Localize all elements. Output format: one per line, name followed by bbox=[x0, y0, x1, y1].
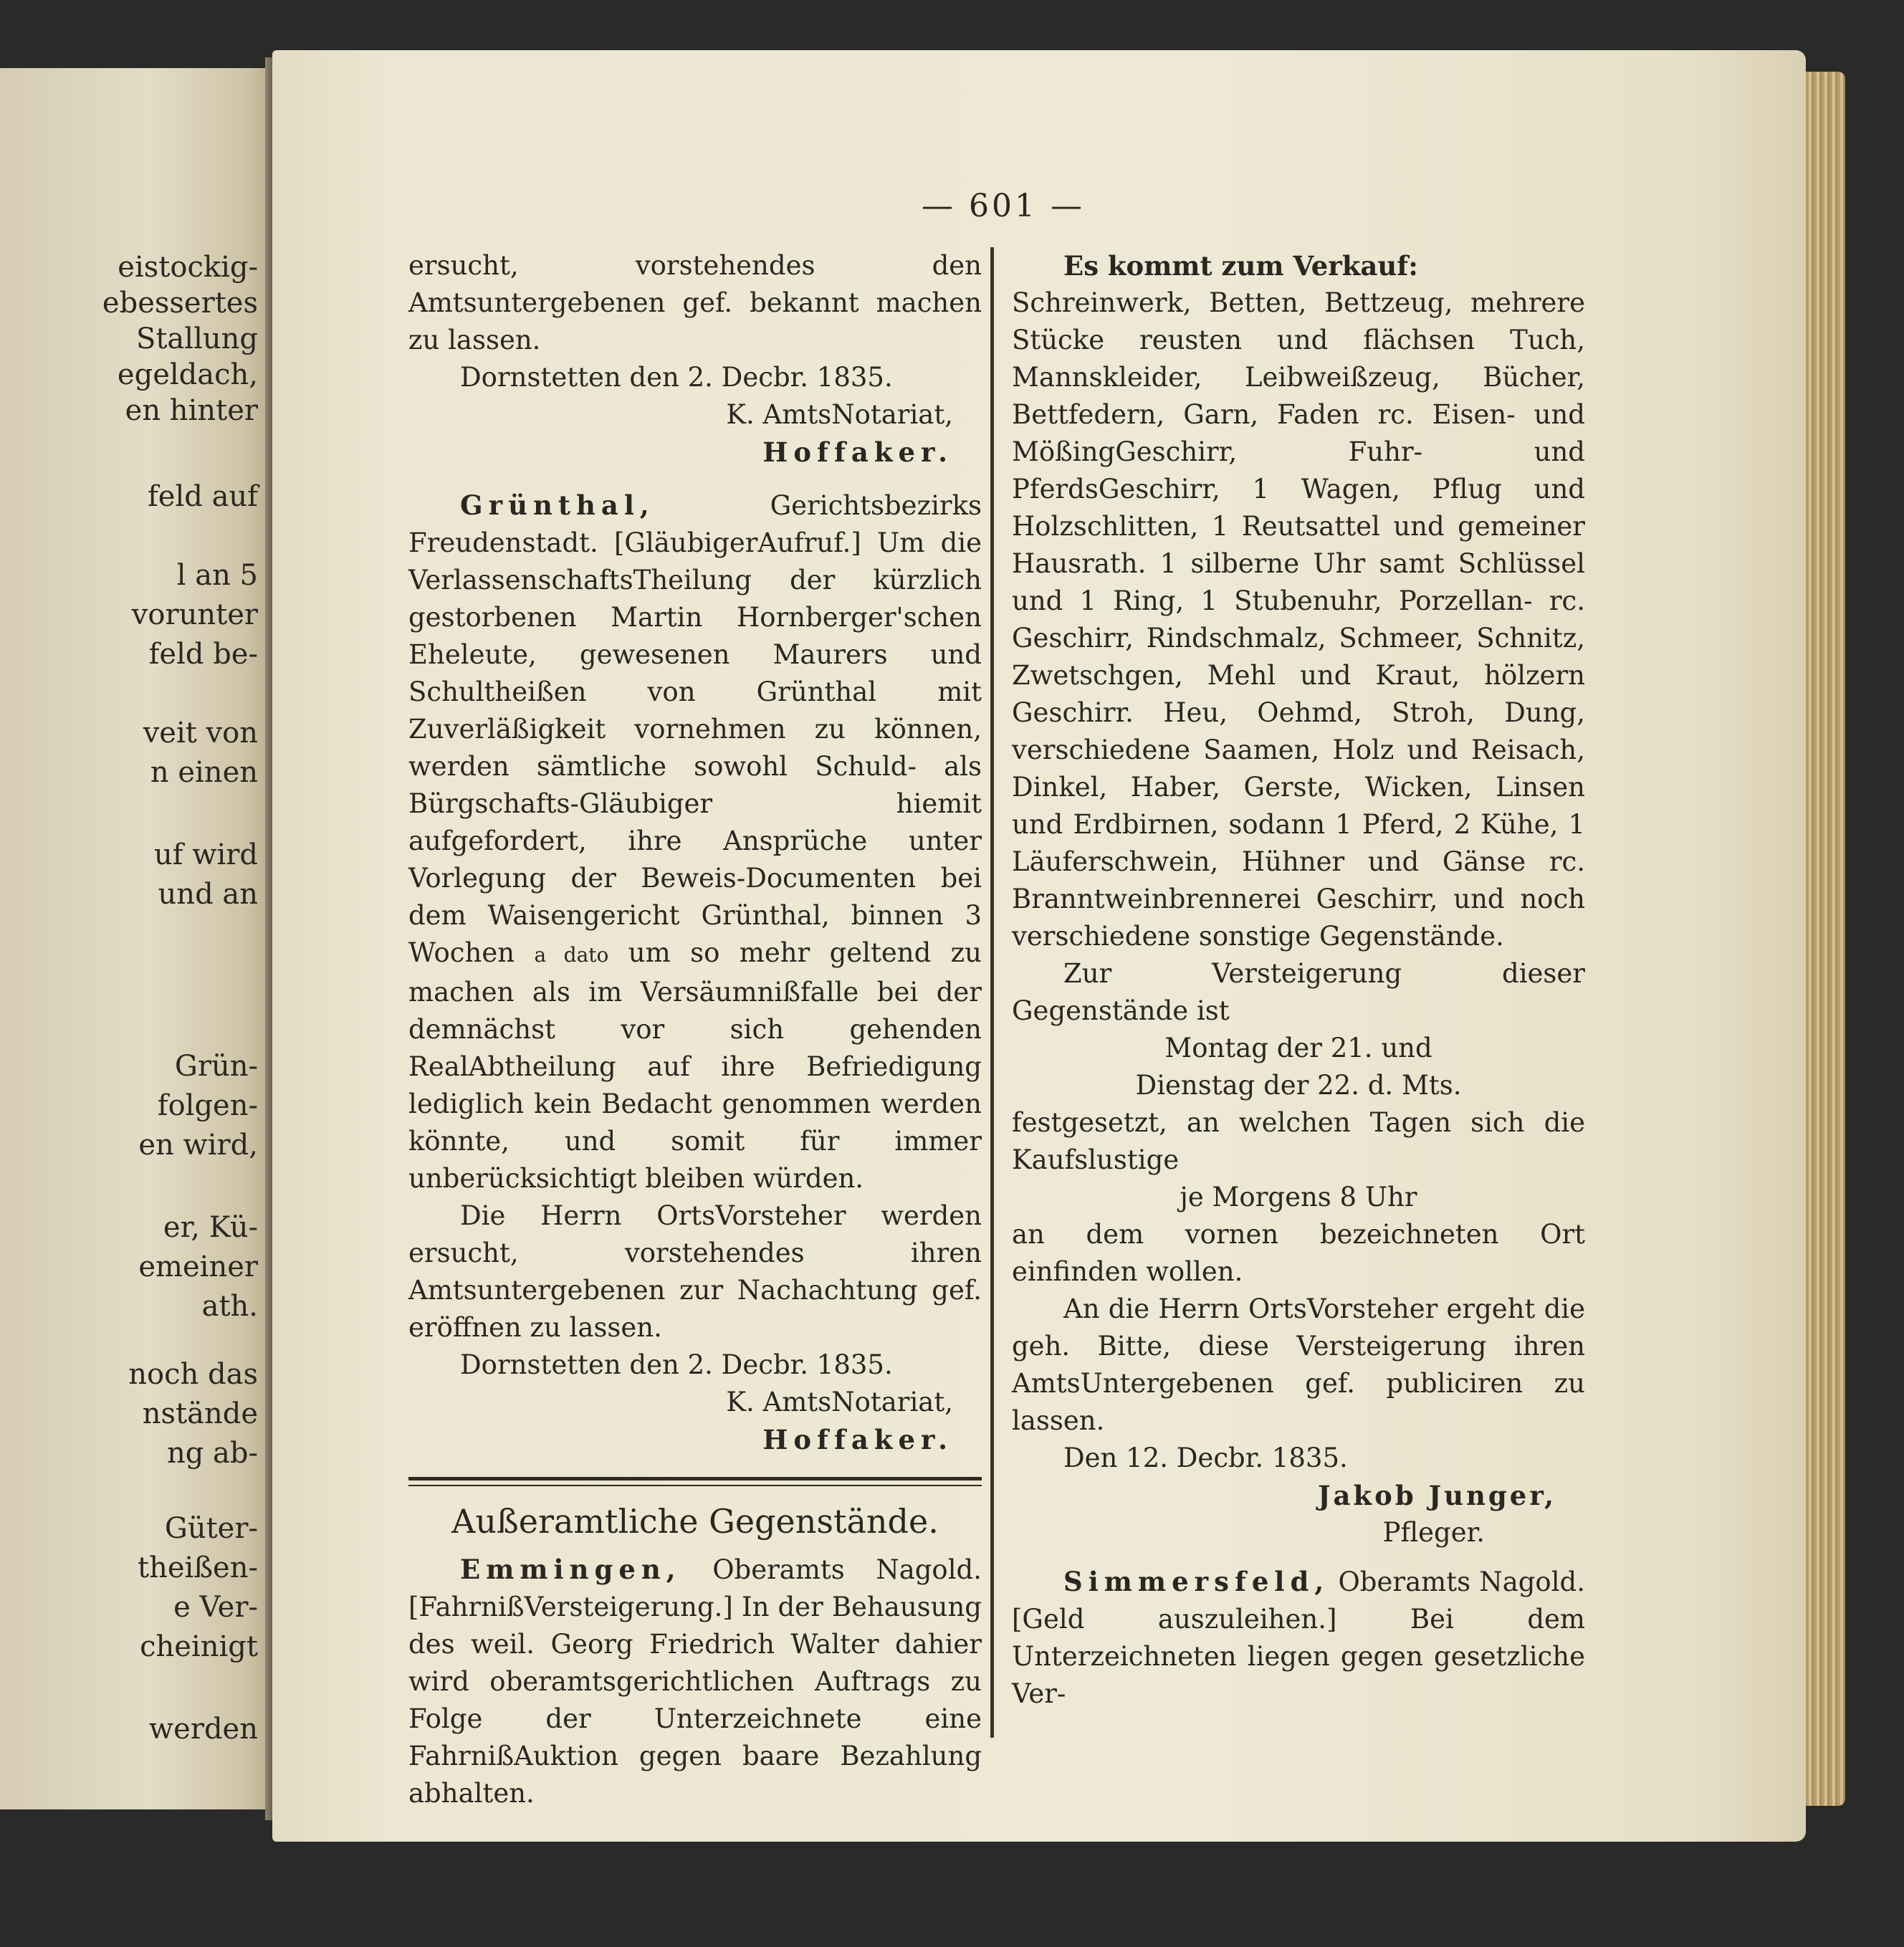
fragment-line: ebessertes bbox=[102, 287, 258, 320]
notice-body: Oberamts Nagold. [FahrnißVersteigerung.] In der Behausung des weil. Georg Friedrich Walter dahier wird oberamtsgerichtlichen Auftrags zu Folge der Unterzeichnete eine FahrnißAuktion gegen baare Bezahlung abhalten. bbox=[408, 1554, 982, 1809]
notice-office: K. AmtsNotariat, bbox=[726, 1387, 953, 1417]
notice-date: Dornstetten den 2. Decbr. 1835. bbox=[460, 1349, 893, 1380]
fragment-line: uf wird bbox=[153, 838, 258, 871]
auction-day-2: Dienstag der 22. d. Mts. bbox=[1135, 1070, 1462, 1101]
fragment-line: nstände bbox=[142, 1397, 258, 1430]
fragment-line: veit von bbox=[143, 717, 258, 750]
fragment-line: noch das bbox=[128, 1358, 258, 1391]
notice-emmingen bbox=[408, 1551, 982, 1812]
auction-intro: Zur Versteigerung dieser Gegenstände ist bbox=[1012, 958, 1585, 1026]
page-number: — 601 — bbox=[922, 188, 1085, 224]
fragment-line: l an 5 bbox=[176, 559, 258, 592]
fragment-line: en hinter bbox=[125, 394, 258, 427]
page-edges bbox=[1806, 72, 1845, 1806]
fragment-line: en wird, bbox=[138, 1129, 258, 1162]
left-column bbox=[408, 247, 982, 1812]
sale-items: Schreinwerk, Betten, Bettzeug, mehrere Stücke reusten und flächsen Tuch, Mannskleider, Leibweißzeug, Bücher, Bettfedern, Garn, Faden rc. Eisen- und MößingGeschirr, Fuhr- und PferdsGeschirr, 1 Wagen, Pflug und Holzschlitten, 1 Reutsattel und gemeiner Hausrath. 1 silberne Uhr samt Schlüssel und 1 Ring, 1 Stubenuhr, Porzellan- rc. Geschirr, Rindschmalz, Schmeer, Schnitz, Zwetschgen, Mehl und Kraut, hölzern Geschirr. Heu, Oehmd, Stroh, Dung, verschiedene Saamen, Holz und Reisach, Dinkel, Haber, Gerste, Wicken, Linsen und Erdbirnen, sodann 1 Pferd, 2 Kühe, 1 Läuferschwein, Hühner und Gänse rc. Branntweinbrennerei Geschirr, und noch verschiedene sonstige Gegenstände. bbox=[1012, 287, 1585, 952]
fragment-line: werden bbox=[148, 1713, 258, 1746]
notice-office: K. AmtsNotariat, bbox=[726, 399, 953, 430]
notice-place: Emmingen, bbox=[460, 1554, 681, 1585]
notice-signer: Hoffaker. bbox=[762, 1424, 953, 1455]
auction-place: an dem vornen bezeichneten Ort einfinden wollen. bbox=[1012, 1219, 1585, 1287]
fragment-line: egeldach, bbox=[117, 358, 258, 391]
fragment-line: cheinigt bbox=[140, 1630, 258, 1663]
section-divider bbox=[408, 1477, 982, 1486]
auction-request: An die Herrn OrtsVorsteher ergeht die geh. Bitte, diese Versteigerung ihren AmtsUntergebenen gef. publiciren zu lassen. bbox=[1012, 1293, 1585, 1436]
a-dato: a dato bbox=[534, 943, 609, 967]
notice-request: Die Herrn OrtsVorsteher werden ersucht, vorstehendes ihren Amtsuntergebenen zur Nachachtung gef. eröffnen zu lassen. bbox=[408, 1200, 982, 1343]
fragment-line: und an bbox=[158, 878, 258, 911]
auction-time: je Morgens 8 Uhr bbox=[1180, 1182, 1417, 1212]
auction-set: festgesetzt, an welchen Tagen sich die Kaufslustige bbox=[1012, 1107, 1585, 1175]
fragment-line: Güter- bbox=[164, 1512, 258, 1545]
fragment-line: eistockig- bbox=[118, 251, 258, 284]
column-rule bbox=[990, 247, 994, 1738]
auction-signer-role: Pfleger. bbox=[1382, 1517, 1485, 1548]
auction-date: Den 12. Decbr. 1835. bbox=[1063, 1443, 1348, 1473]
fragment-line: ng ab- bbox=[166, 1437, 258, 1470]
fragment-line: Stallung bbox=[135, 322, 258, 355]
fragment-line: vorunter bbox=[131, 598, 258, 631]
notice-date: Dornstetten den 2. Decbr. 1835. bbox=[460, 362, 893, 393]
fragment-line: folgen- bbox=[157, 1089, 258, 1122]
fragment-line: emeiner bbox=[138, 1250, 258, 1283]
notice-signer: Hoffaker. bbox=[762, 436, 953, 468]
fragment-line: Grün- bbox=[174, 1050, 258, 1083]
fragment-line: e Ver- bbox=[173, 1591, 258, 1624]
notice-body: Oberamts Nagold. [Geld auszuleihen.] Bei dem Unterzeichneten liegen gegen gesetzliche Ver- bbox=[1012, 1566, 1585, 1709]
fragment-line: ath. bbox=[201, 1290, 258, 1323]
sale-heading: Es kommt zum Verkauf: bbox=[1063, 250, 1418, 282]
fragment-line: theißen- bbox=[138, 1551, 258, 1584]
fragment-line: n einen bbox=[150, 756, 258, 789]
auction-signer: Jakob Junger, bbox=[1318, 1480, 1556, 1511]
notice-simmersfeld bbox=[1012, 1563, 1585, 1713]
notice-body-cont: um so mehr geltend zu machen als im Versäumnißfalle bei der demnächst vor sich gehenden RealAbtheilung auf ihre Befriedigung lediglich kein Bedacht genommen werden könnte, und somit für immer unberücksichtigt bleiben würden. bbox=[408, 937, 982, 1194]
facing-page-fragment bbox=[0, 68, 272, 1809]
notice-body: Gerichtsbezirks Freudenstadt. [GläubigerAufruf.] Um die VerlassenschaftsTheilung der kürzlich gestorbenen Martin Hornberger'schen Eheleute, gewesenen Maurers und Schultheißen von Grünthal mit Zuverläßigkeit vornehmen zu können, werden sämtliche sowohl Schuld- als Bürgschafts-Gläubiger hiemit aufgefordert, ihre Ansprüche unter Vorlegung der Beweis-Documenten bei dem Waisengericht Grünthal, binnen 3 Wochen bbox=[408, 490, 982, 968]
notice-place: Grünthal, bbox=[460, 489, 655, 521]
notice-place: Simmersfeld, bbox=[1063, 1566, 1330, 1597]
fragment-line: feld be- bbox=[148, 638, 258, 671]
auction-day-1: Montag der 21. und bbox=[1164, 1033, 1432, 1063]
right-column bbox=[1012, 247, 1585, 1713]
notice-gruenthal bbox=[408, 487, 982, 1197]
notice-text: ersucht, vorstehendes den Amtsuntergebenen gef. bekannt machen zu lassen. bbox=[408, 250, 982, 355]
fragment-line: er, Kü- bbox=[163, 1211, 258, 1244]
section-heading: Außeramtliche Gegenstände. bbox=[451, 1502, 939, 1541]
fragment-line: feld auf bbox=[147, 480, 258, 513]
